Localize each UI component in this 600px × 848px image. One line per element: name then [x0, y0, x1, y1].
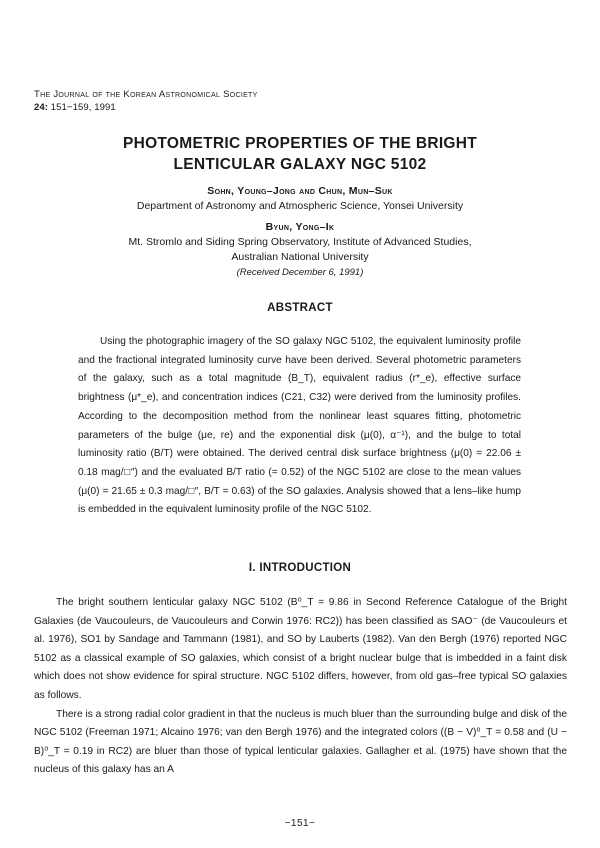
title-line-2: LENTICULAR GALAXY NGC 5102 — [173, 156, 427, 173]
journal-header — [34, 88, 258, 114]
intro-paragraph-1: The bright southern lenticular galaxy NGC 5102 (B⁰_T = 9.86 in Second Reference Catalogue of the Bright Galaxies (de Vaucouleurs, de Vaucouleurs and Corwin 1976: RC2)) has been classified as SAO⁻ (de Vaucouleurs et al. 1976), SO1 by Sandage and Tammann (1981), and SO by Lauberts (1982). Van den Bergh (1976) reported NGC 5102 as a classical example of SO galaxies, which consist of a bright nuclear bulge that is imbedded in a faint disk which does not show evidence for spiral structure. NGC 5102 differs, however, from old gas–free typical SO galaxies as follows. — [34, 597, 567, 701]
abstract-body — [78, 333, 521, 520]
abstract-heading: ABSTRACT — [267, 302, 333, 314]
author-name-2: Byun, Yong–Ik — [265, 221, 335, 233]
pages-year: 151−159, 1991 — [50, 102, 116, 113]
volume-line — [34, 101, 258, 114]
journal-name: The Journal of the Korean Astronomical Society — [34, 89, 258, 100]
introduction-heading: I. INTRODUCTION — [248, 562, 352, 574]
abstract-text: Using the photographic imagery of the SO galaxy NGC 5102, the equivalent luminosity profile and the fractional integrated luminosity curve have been derived. Several photometric parameters of the galaxy, such as a total magnitude (B_T), equivalent radius (r*_e), effective surface brightness (μ*_e), and concentration indices (C21, C32) were derived from the luminosity profiles. According to the decomposition method from the nonlinear least squares fitting, photometric parameters of the bulge (μe, re) and the exponential disk (μ(0), α⁻¹), and the bulge to total luminosity ratio (B/T) were obtained. The derived central disk surface brightness (μ(0) = 22.06 ± 0.18 mag/□″) and the evaluated B/T ratio (= 0.52) of the NGC 5102 are close to the mean values (μ(0) = 21.65 ± 0.3 mag/□″, B/T = 0.63) of the SO galaxies. Analysis showed that a lens–like hump is embedded in the equivalent luminosity profile of the NGC 5102. — [78, 336, 521, 516]
author-block — [0, 184, 600, 280]
title-line-1: PHOTOMETRIC PROPERTIES OF THE BRIGHT — [122, 135, 478, 152]
affiliation-2-line-2: Australian National University — [231, 251, 369, 263]
received-date: (Received December 6, 1991) — [236, 267, 364, 278]
introduction-body — [34, 594, 567, 780]
author-names-1: Sohn, Young–Jong and Chun, Mun–Suk — [207, 185, 393, 197]
paper-title — [0, 133, 600, 175]
intro-paragraph-2: There is a strong radial color gradient in that the nucleus is much bluer than the surrounding bulge and disk of the NGC 5102 (Freeman 1971; Alcaino 1976; van den Bergh 1976) and the integrated colors ((B − V)⁰_T = 0.58 and (U − B)⁰_T = 0.19 in RC2) are bluer than those of typical lenticular galaxies. Gallagher et al. (1975) have shown that the nucleus of this galaxy has an A — [34, 708, 567, 776]
affiliation-2-line-1: Mt. Stromlo and Siding Spring Observatory, Institute of Advanced Studies, — [128, 236, 472, 248]
page-number: −151− — [284, 818, 316, 829]
volume-number: 24: — [34, 102, 49, 113]
affiliation-1: Department of Astronomy and Atmospheric Science, Yonsei University — [136, 200, 464, 212]
